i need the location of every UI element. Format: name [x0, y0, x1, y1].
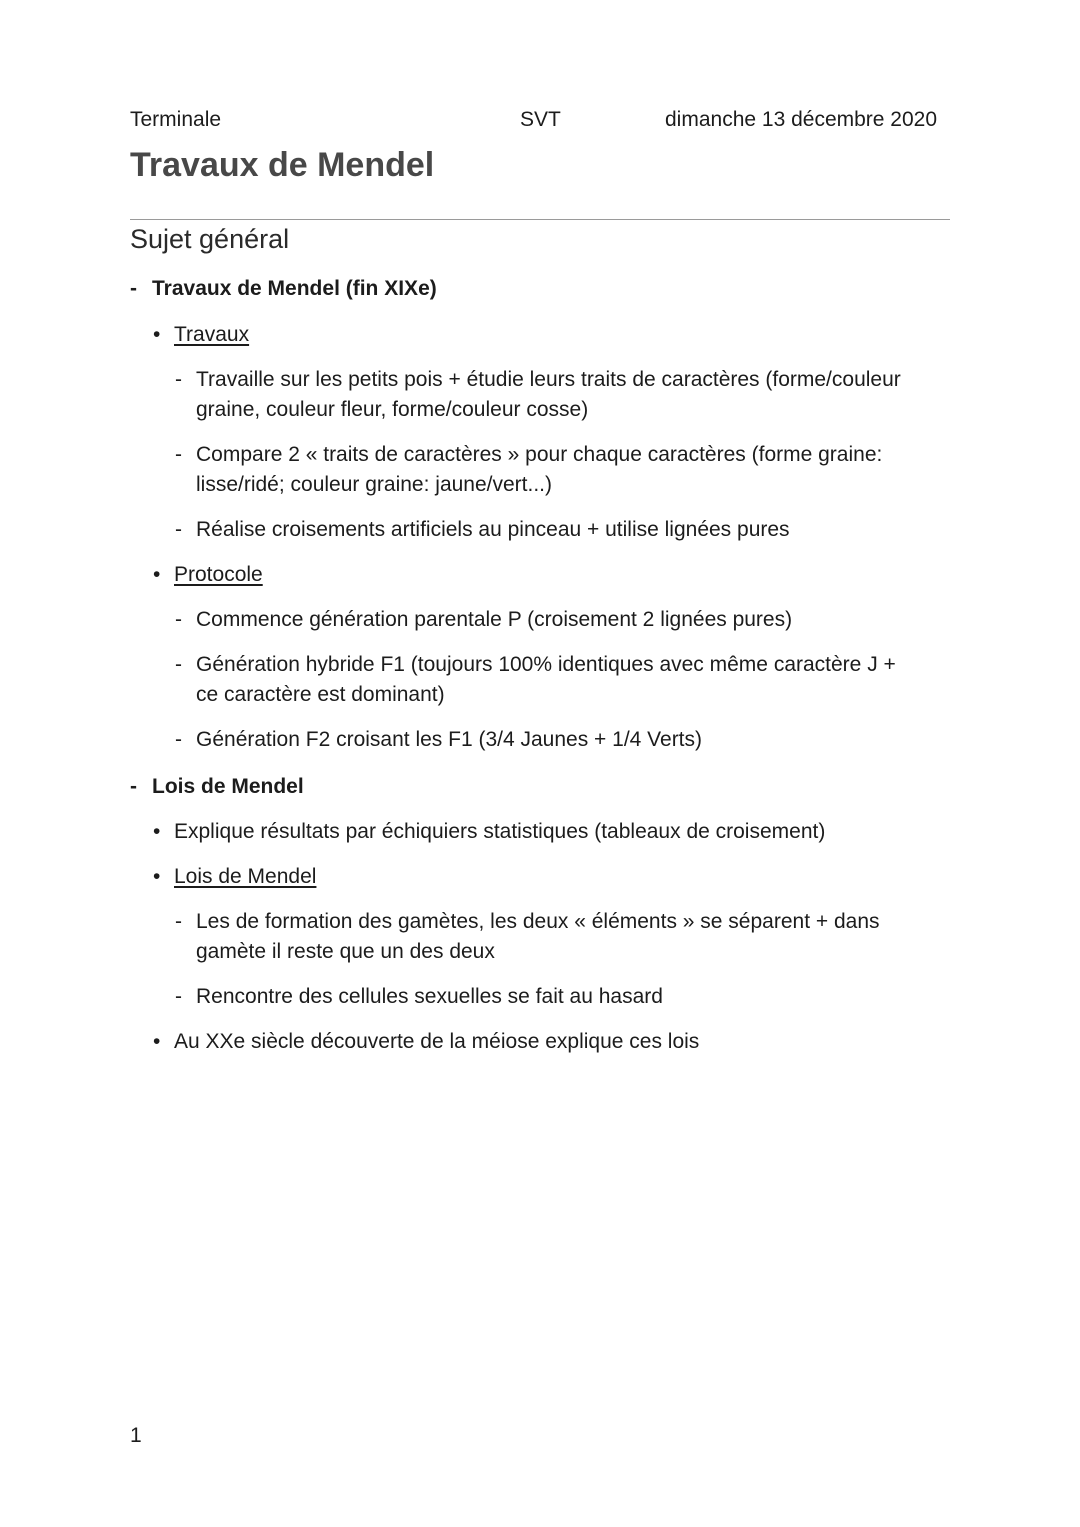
- list-item-level3: [175, 725, 703, 755]
- dash-marker: -: [130, 277, 137, 300]
- dash-marker: -: [175, 910, 182, 933]
- section-heading: Sujet général: [130, 224, 290, 254]
- bullet-marker: •: [153, 563, 161, 586]
- list-item-level3: [175, 982, 663, 1012]
- item-text-cont: gamète il reste que un des deux: [196, 940, 495, 963]
- item-text: Travaille sur les petits pois + étudie leurs traits de caractères (forme/couleur: [196, 368, 901, 391]
- divider: [130, 219, 950, 220]
- list-item-level1: [130, 274, 437, 304]
- header-level: Terminale: [130, 108, 222, 131]
- item-text-cont: graine, couleur fleur, forme/couleur cosse): [196, 398, 589, 421]
- bullet-marker: •: [153, 865, 161, 888]
- dash-marker: -: [175, 653, 182, 676]
- dash-marker: -: [175, 518, 182, 541]
- list-item-level3: [175, 365, 901, 425]
- header-date: dimanche 13 décembre 2020: [665, 108, 938, 131]
- item-text: Lois de Mendel: [152, 775, 304, 798]
- item-text-cont: ce caractère est dominant): [196, 683, 445, 706]
- list-item-level2: [153, 320, 250, 350]
- dash-marker: -: [175, 728, 182, 751]
- item-text: Travaux de Mendel (fin XIXe): [152, 277, 437, 300]
- header-subject: SVT: [520, 108, 561, 131]
- bullet-marker: •: [153, 323, 161, 346]
- item-text: Rencontre des cellules sexuelles se fait au hasard: [196, 985, 663, 1008]
- dash-marker: -: [175, 443, 182, 466]
- item-text: Réalise croisements artificiels au pinceau + utilise lignées pures: [196, 518, 790, 541]
- item-text-cont: lisse/ridé; couleur graine: jaune/vert...): [196, 473, 553, 496]
- list-item-level3: [175, 440, 883, 500]
- item-text: Les de formation des gamètes, les deux « éléments » se séparent + dans: [196, 910, 880, 933]
- item-text: Travaux: [174, 323, 250, 346]
- list-item-level2: [153, 862, 317, 892]
- item-text: Génération hybride F1 (toujours 100% identiques avec même caractère J +: [196, 653, 896, 676]
- list-item-level3: [175, 605, 793, 635]
- page-title: Travaux de Mendel: [130, 146, 435, 184]
- page-number: 1: [130, 1424, 142, 1447]
- item-text: Au XXe siècle découverte de la méiose explique ces lois: [174, 1030, 700, 1053]
- item-text: Explique résultats par échiquiers statistiques (tableaux de croisement): [174, 820, 826, 843]
- bullet-marker: •: [153, 820, 161, 843]
- list-item-level2: [153, 560, 263, 590]
- dash-marker: -: [175, 608, 182, 631]
- dash-marker: -: [175, 368, 182, 391]
- list-item-level3: [175, 907, 880, 967]
- bullet-marker: •: [153, 1030, 161, 1053]
- item-text: Lois de Mendel: [174, 865, 317, 888]
- list-item-level3: [175, 650, 896, 710]
- list-item-level3: [175, 515, 790, 545]
- item-text: Protocole: [174, 563, 263, 586]
- item-text: Génération F2 croisant les F1 (3/4 Jaunes + 1/4 Verts): [196, 728, 703, 751]
- item-text: Compare 2 « traits de caractères » pour chaque caractères (forme graine:: [196, 443, 883, 466]
- list-item-level2: [153, 1027, 700, 1057]
- dash-marker: -: [175, 985, 182, 1008]
- list-item-level2: [153, 817, 826, 847]
- dash-marker: -: [130, 775, 137, 798]
- list-item-level1: [130, 772, 304, 802]
- item-text: Commence génération parentale P (croisement 2 lignées pures): [196, 608, 793, 631]
